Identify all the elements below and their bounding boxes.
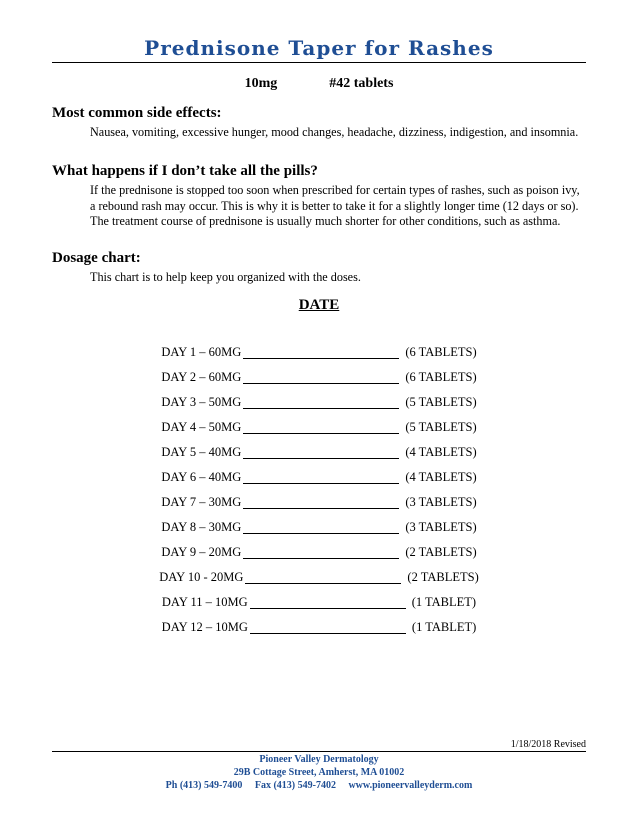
prescription-summary [0,76,638,92]
dose-quantity: (1 TABLET) [411,620,477,634]
dosage-chart-text: This chart is to help keep you organized with the doses. [90,270,361,284]
dose-day: DAY 7 – 30MG [161,495,242,509]
side-effects-text: Nausea, vomiting, excessive hunger, mood changes, headache, dizziness, indigestion, and insomnia. [90,125,579,139]
date-entry-line[interactable] [243,496,399,509]
dose-day: DAY 2 – 60MG [161,370,242,384]
dose-row [0,584,638,609]
dose-list [0,334,638,634]
dose-row [0,384,638,409]
dose-day: DAY 12 – 10MG [161,620,248,634]
date-entry-line[interactable] [243,371,399,384]
header-divider [52,62,586,63]
dose-quantity: (4 TABLETS) [405,470,477,484]
dose-day: DAY 10 - 20MG [159,570,244,584]
dose-row [0,459,638,484]
dosage-chart-section [52,249,586,286]
dose-day: DAY 11 – 10MG [161,595,248,609]
date-heading: DATE [298,297,340,313]
dose-day: DAY 4 – 50MG [161,420,242,434]
website-link[interactable]: www.pioneervalleyderm.com [348,780,473,791]
dose-quantity: (5 TABLETS) [405,420,477,434]
dose-row [0,509,638,534]
practice-contact [0,779,638,792]
missed-pills-section [52,162,586,230]
dose-day: DAY 1 – 60MG [161,345,242,359]
date-entry-line[interactable] [243,471,399,484]
dose-quantity: (3 TABLETS) [405,495,477,509]
dose-day: DAY 3 – 50MG [161,395,242,409]
document-title: Prednisone Taper for Rashes [144,36,494,60]
dosage-chart-heading: Dosage chart: [52,250,141,266]
dose-row [0,334,638,359]
date-entry-line[interactable] [250,621,406,634]
date-entry-line[interactable] [245,571,401,584]
footer-divider [52,751,586,752]
tablet-quantity: #42 tablets [329,76,394,91]
revision-date: 1/18/2018 Revised [510,739,586,750]
missed-pills-text: If the prednisone is stopped too soon when prescribed for certain types of rashes, such as poison ivy, a rebound rash may occur. This is why it is better to take it for a slightly longer time (12 days or so). The treatment course of prednisone is usually much shorter for other conditions, such as asthma. [90,183,580,229]
missed-pills-heading: What happens if I don’t take all the pills? [52,163,318,179]
dose-quantity: (1 TABLET) [411,595,477,609]
dose-row [0,434,638,459]
phone-number: Ph (413) 549-7400 [165,780,243,791]
dose-quantity: (4 TABLETS) [405,445,477,459]
dose-quantity: (5 TABLETS) [405,395,477,409]
footer [0,753,638,792]
dose-row [0,484,638,509]
date-entry-line[interactable] [243,446,399,459]
practice-address: 29B Cottage Street, Amherst, MA 01002 [233,767,405,778]
dose-quantity: (6 TABLETS) [405,345,477,359]
date-entry-line[interactable] [243,396,399,409]
tablet-strength: 10mg [244,76,278,91]
side-effects-heading: Most common side effects: [52,105,222,121]
dose-row [0,359,638,384]
dose-quantity: (2 TABLETS) [405,545,477,559]
practice-name: Pioneer Valley Dermatology [259,754,379,765]
dose-quantity: (6 TABLETS) [405,370,477,384]
date-entry-line[interactable] [243,346,399,359]
dose-day: DAY 8 – 30MG [161,520,242,534]
dose-row [0,409,638,434]
date-entry-line[interactable] [243,521,399,534]
dose-row [0,609,638,634]
side-effects-section [52,104,586,141]
date-entry-line[interactable] [243,546,399,559]
fax-number: Fax (413) 549-7402 [254,780,336,791]
dose-row [0,559,638,584]
dose-day: DAY 5 – 40MG [161,445,242,459]
date-entry-line[interactable] [250,596,406,609]
dose-quantity: (2 TABLETS) [407,570,479,584]
dose-day: DAY 9 – 20MG [161,545,242,559]
dose-quantity: (3 TABLETS) [405,520,477,534]
dose-row [0,534,638,559]
dose-day: DAY 6 – 40MG [161,470,242,484]
date-entry-line[interactable] [243,421,399,434]
